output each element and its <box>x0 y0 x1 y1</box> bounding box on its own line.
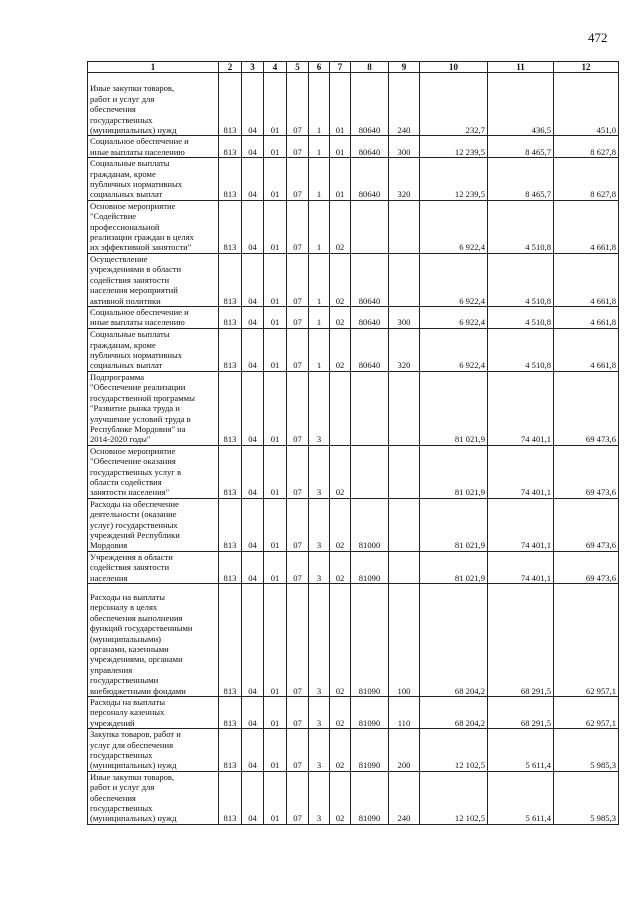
col-2-cell: 813 <box>219 200 242 253</box>
col-6-cell: 3 <box>309 498 330 551</box>
row-name-cell: Социальные выплаты гражданам, кроме публичных нормативных социальных выплат <box>88 328 219 371</box>
col-8-cell <box>351 371 389 445</box>
col-4-cell: 01 <box>264 371 287 445</box>
col-5-cell: 07 <box>287 584 309 697</box>
row-name-cell: Основное мероприятие "Обеспечение оказания государственных услуг в области содействия занятости населения" <box>88 445 219 498</box>
row-name-cell: Основное мероприятие "Содействие профессиональной реализации граждан в целях их эффективной занятости" <box>88 200 219 253</box>
table-row <box>88 371 619 445</box>
col-4-cell: 01 <box>264 551 287 583</box>
table-row <box>88 697 619 729</box>
col-7-cell: 02 <box>330 306 351 328</box>
col-10-cell: 81 021,9 <box>420 445 488 498</box>
col-12-cell: 5 985,3 <box>554 729 619 772</box>
col-11-cell: 4 510,8 <box>488 253 554 306</box>
col-6-cell: 3 <box>309 584 330 697</box>
col-12-cell: 4 661,8 <box>554 306 619 328</box>
col-7-cell: 01 <box>330 158 351 201</box>
col-7-cell: 01 <box>330 136 351 158</box>
row-name-cell: Расходы на выплаты персоналу казенных учреждений <box>88 697 219 729</box>
col-5-cell: 07 <box>287 328 309 371</box>
col-5-cell: 07 <box>287 445 309 498</box>
col-5-cell: 07 <box>287 200 309 253</box>
table-row <box>88 200 619 253</box>
col-10-cell: 12 239,5 <box>420 136 488 158</box>
col-7-cell: 02 <box>330 584 351 697</box>
col-2-cell: 813 <box>219 253 242 306</box>
col-3-cell: 04 <box>242 551 264 583</box>
table-row <box>88 136 619 158</box>
col-10-cell: 6 922,4 <box>420 200 488 253</box>
col-4-cell: 01 <box>264 445 287 498</box>
col-5-cell: 07 <box>287 551 309 583</box>
col-9-cell: 110 <box>389 697 420 729</box>
col-9-cell: 320 <box>389 158 420 201</box>
col-9-cell <box>389 498 420 551</box>
col-3-cell: 04 <box>242 158 264 201</box>
col-10-cell: 12 239,5 <box>420 158 488 201</box>
col-12-cell: 69 473,6 <box>554 371 619 445</box>
col-header-1: 1 <box>88 62 219 73</box>
col-6-cell: 1 <box>309 253 330 306</box>
col-7-cell: 02 <box>330 253 351 306</box>
col-5-cell: 07 <box>287 158 309 201</box>
col-5-cell: 07 <box>287 498 309 551</box>
col-7-cell <box>330 371 351 445</box>
col-3-cell: 04 <box>242 200 264 253</box>
col-11-cell: 74 401,1 <box>488 498 554 551</box>
col-6-cell: 1 <box>309 73 330 136</box>
row-name-cell: Закупка товаров, работ и услуг для обеспечения государственных (муниципальных) нужд <box>88 729 219 772</box>
col-10-cell: 12 102,5 <box>420 729 488 772</box>
col-12-cell: 4 661,8 <box>554 200 619 253</box>
col-2-cell: 813 <box>219 306 242 328</box>
col-11-cell: 5 611,4 <box>488 771 554 824</box>
col-header-6: 6 <box>309 62 330 73</box>
header-row <box>88 62 619 73</box>
col-9-cell: 300 <box>389 306 420 328</box>
col-9-cell: 200 <box>389 729 420 772</box>
col-8-cell: 80640 <box>351 158 389 201</box>
col-header-12: 12 <box>554 62 619 73</box>
col-4-cell: 01 <box>264 328 287 371</box>
col-2-cell: 813 <box>219 158 242 201</box>
col-3-cell: 04 <box>242 371 264 445</box>
col-11-cell: 8 465,7 <box>488 158 554 201</box>
col-4-cell: 01 <box>264 200 287 253</box>
col-11-cell: 68 291,5 <box>488 697 554 729</box>
col-6-cell: 1 <box>309 306 330 328</box>
col-3-cell: 04 <box>242 136 264 158</box>
budget-table <box>87 61 619 825</box>
col-2-cell: 813 <box>219 498 242 551</box>
col-3-cell: 04 <box>242 498 264 551</box>
row-name-cell: Иные закупки товаров, работ и услуг для обеспечения государственных (муниципальных) нужд <box>88 771 219 824</box>
col-9-cell: 300 <box>389 136 420 158</box>
col-header-7: 7 <box>330 62 351 73</box>
col-header-5: 5 <box>287 62 309 73</box>
col-12-cell: 69 473,6 <box>554 551 619 583</box>
row-name-cell: Осуществление учреждениями в области содействия занятости населения мероприятий активной политики <box>88 253 219 306</box>
col-header-10: 10 <box>420 62 488 73</box>
col-4-cell: 01 <box>264 729 287 772</box>
col-11-cell: 5 611,4 <box>488 729 554 772</box>
col-8-cell: 81090 <box>351 584 389 697</box>
col-6-cell: 3 <box>309 697 330 729</box>
col-12-cell: 451,0 <box>554 73 619 136</box>
col-10-cell: 68 204,2 <box>420 584 488 697</box>
col-8-cell: 81000 <box>351 498 389 551</box>
col-2-cell: 813 <box>219 584 242 697</box>
col-2-cell: 813 <box>219 729 242 772</box>
table-row <box>88 771 619 824</box>
col-10-cell: 12 102,5 <box>420 771 488 824</box>
col-8-cell: 80640 <box>351 253 389 306</box>
col-5-cell: 07 <box>287 729 309 772</box>
col-8-cell: 81090 <box>351 551 389 583</box>
table-row <box>88 445 619 498</box>
col-9-cell <box>389 371 420 445</box>
col-10-cell: 81 021,9 <box>420 371 488 445</box>
col-10-cell: 81 021,9 <box>420 498 488 551</box>
col-6-cell: 3 <box>309 445 330 498</box>
col-10-cell: 232,7 <box>420 73 488 136</box>
col-8-cell: 81090 <box>351 729 389 772</box>
col-6-cell: 1 <box>309 158 330 201</box>
col-3-cell: 04 <box>242 73 264 136</box>
col-header-4: 4 <box>264 62 287 73</box>
col-4-cell: 01 <box>264 771 287 824</box>
col-6-cell: 1 <box>309 136 330 158</box>
row-name-cell: Расходы на выплаты персоналу в целях обеспечения выполнения функций государственными (муниципальными) органами, казенными учреждениями, органами управления государственными внебюджетными фондами <box>88 584 219 697</box>
table-body <box>88 73 619 824</box>
col-4-cell: 01 <box>264 498 287 551</box>
col-11-cell: 74 401,1 <box>488 445 554 498</box>
col-12-cell: 69 473,6 <box>554 445 619 498</box>
col-6-cell: 3 <box>309 771 330 824</box>
col-2-cell: 813 <box>219 551 242 583</box>
col-12-cell: 8 627,8 <box>554 136 619 158</box>
table-row <box>88 551 619 583</box>
table-row <box>88 729 619 772</box>
col-8-cell: 81090 <box>351 697 389 729</box>
table-row <box>88 498 619 551</box>
col-4-cell: 01 <box>264 584 287 697</box>
table-row <box>88 158 619 201</box>
col-9-cell <box>389 253 420 306</box>
col-12-cell: 62 957,1 <box>554 584 619 697</box>
col-6-cell: 3 <box>309 729 330 772</box>
col-4-cell: 01 <box>264 73 287 136</box>
row-name-cell: Социальные выплаты гражданам, кроме публичных нормативных социальных выплат <box>88 158 219 201</box>
col-5-cell: 07 <box>287 771 309 824</box>
col-2-cell: 813 <box>219 445 242 498</box>
table-row <box>88 306 619 328</box>
col-12-cell: 69 473,6 <box>554 498 619 551</box>
row-name-cell: Подпрограмма "Обеспечение реализации государственной программы "Развитие рынка труда и улучшение условий труда в Республике Мордовия" на 2014-2020 годы" <box>88 371 219 445</box>
col-7-cell: 02 <box>330 328 351 371</box>
row-name-cell: Социальное обеспечение и иные выплаты населению <box>88 136 219 158</box>
col-11-cell: 8 465,7 <box>488 136 554 158</box>
col-3-cell: 04 <box>242 584 264 697</box>
col-5-cell: 07 <box>287 697 309 729</box>
col-header-11: 11 <box>488 62 554 73</box>
col-12-cell: 4 661,8 <box>554 253 619 306</box>
col-7-cell: 02 <box>330 729 351 772</box>
col-7-cell: 02 <box>330 445 351 498</box>
table-row <box>88 73 619 136</box>
col-9-cell: 240 <box>389 73 420 136</box>
col-3-cell: 04 <box>242 771 264 824</box>
col-7-cell: 02 <box>330 200 351 253</box>
col-6-cell: 3 <box>309 371 330 445</box>
col-12-cell: 5 985,3 <box>554 771 619 824</box>
col-4-cell: 01 <box>264 136 287 158</box>
col-11-cell: 4 510,8 <box>488 328 554 371</box>
col-11-cell: 74 401,1 <box>488 551 554 583</box>
col-9-cell <box>389 200 420 253</box>
table-row <box>88 253 619 306</box>
page-number: 472 <box>588 30 608 45</box>
row-name-cell: Социальное обеспечение и иные выплаты населению <box>88 306 219 328</box>
col-header-9: 9 <box>389 62 420 73</box>
col-5-cell: 07 <box>287 73 309 136</box>
row-name-cell: Иные закупки товаров, работ и услуг для обеспечения государственных (муниципальных) нужд <box>88 73 219 136</box>
col-11-cell: 4 510,8 <box>488 200 554 253</box>
col-2-cell: 813 <box>219 136 242 158</box>
col-9-cell: 100 <box>389 584 420 697</box>
col-8-cell <box>351 445 389 498</box>
col-7-cell: 02 <box>330 697 351 729</box>
col-10-cell: 6 922,4 <box>420 328 488 371</box>
col-7-cell: 02 <box>330 551 351 583</box>
col-7-cell: 02 <box>330 498 351 551</box>
col-10-cell: 6 922,4 <box>420 306 488 328</box>
col-9-cell <box>389 551 420 583</box>
col-5-cell: 07 <box>287 306 309 328</box>
col-10-cell: 68 204,2 <box>420 697 488 729</box>
col-11-cell: 4 510,8 <box>488 306 554 328</box>
col-8-cell: 81090 <box>351 771 389 824</box>
col-4-cell: 01 <box>264 306 287 328</box>
col-header-2: 2 <box>219 62 242 73</box>
col-6-cell: 3 <box>309 551 330 583</box>
col-4-cell: 01 <box>264 158 287 201</box>
col-7-cell: 02 <box>330 771 351 824</box>
col-11-cell: 74 401,1 <box>488 371 554 445</box>
col-5-cell: 07 <box>287 371 309 445</box>
col-9-cell: 240 <box>389 771 420 824</box>
col-9-cell: 320 <box>389 328 420 371</box>
col-5-cell: 07 <box>287 136 309 158</box>
col-8-cell: 80640 <box>351 73 389 136</box>
col-8-cell: 80640 <box>351 328 389 371</box>
col-10-cell: 81 021,9 <box>420 551 488 583</box>
col-3-cell: 04 <box>242 253 264 306</box>
col-2-cell: 813 <box>219 771 242 824</box>
col-8-cell: 80640 <box>351 136 389 158</box>
col-7-cell: 01 <box>330 73 351 136</box>
col-11-cell: 436,5 <box>488 73 554 136</box>
col-8-cell: 80640 <box>351 306 389 328</box>
col-header-3: 3 <box>242 62 264 73</box>
col-11-cell: 68 291,5 <box>488 584 554 697</box>
table-row <box>88 584 619 697</box>
row-name-cell: Расходы на обеспечение деятельности (оказание услуг) государственных учреждений Республики Мордовия <box>88 498 219 551</box>
col-4-cell: 01 <box>264 697 287 729</box>
col-header-8: 8 <box>351 62 389 73</box>
col-10-cell: 6 922,4 <box>420 253 488 306</box>
col-2-cell: 813 <box>219 697 242 729</box>
col-8-cell <box>351 200 389 253</box>
col-2-cell: 813 <box>219 73 242 136</box>
col-4-cell: 01 <box>264 253 287 306</box>
col-6-cell: 1 <box>309 328 330 371</box>
col-5-cell: 07 <box>287 253 309 306</box>
col-2-cell: 813 <box>219 328 242 371</box>
col-2-cell: 813 <box>219 371 242 445</box>
col-3-cell: 04 <box>242 445 264 498</box>
col-12-cell: 62 957,1 <box>554 697 619 729</box>
col-12-cell: 8 627,8 <box>554 158 619 201</box>
col-3-cell: 04 <box>242 729 264 772</box>
table-row <box>88 328 619 371</box>
col-3-cell: 04 <box>242 306 264 328</box>
col-12-cell: 4 661,8 <box>554 328 619 371</box>
row-name-cell: Учреждения в области содействия занятости населения <box>88 551 219 583</box>
col-3-cell: 04 <box>242 697 264 729</box>
col-9-cell <box>389 445 420 498</box>
col-6-cell: 1 <box>309 200 330 253</box>
col-3-cell: 04 <box>242 328 264 371</box>
